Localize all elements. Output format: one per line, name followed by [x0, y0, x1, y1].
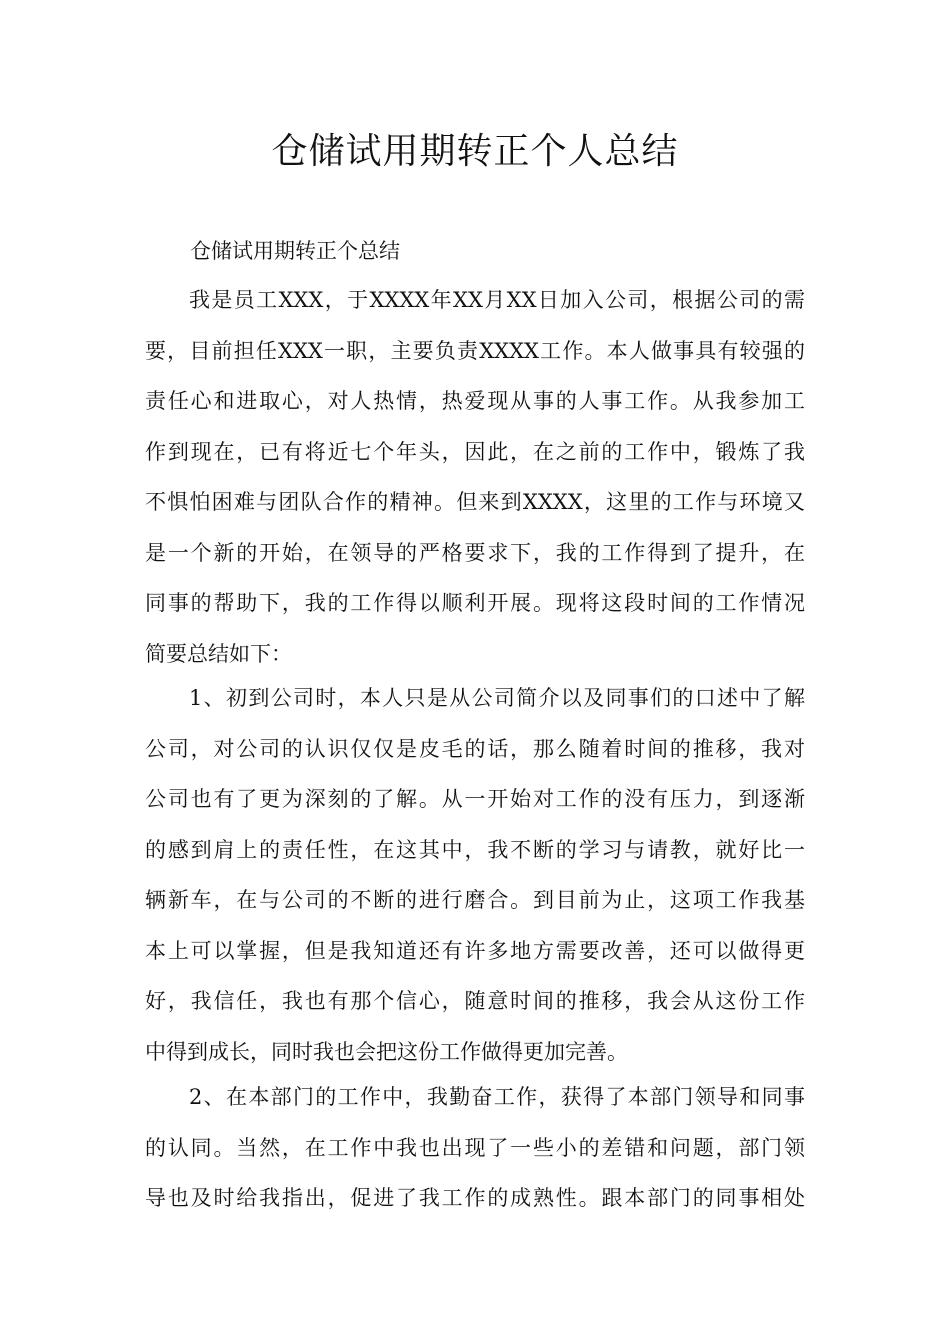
text-line: 责任心和进取心，对人热情，热爱现从事的人事工作。从我参加工: [145, 389, 805, 413]
text-line: 导也及时给我指出，促进了我工作的成熟性。跟本部门的同事相处: [145, 1186, 805, 1210]
text-line: 是一个新的开始，在领导的严格要求下，我的工作得到了提升，在: [145, 540, 805, 565]
text-line: 本上可以掌握，但是我知道还有许多地方需要改善，还可以做得更: [145, 938, 805, 963]
text-line: 的认同。当然，在工作中我也出现了一些小的差错和问题，部门领: [145, 1135, 805, 1160]
text-line: 辆新车，在与公司的不断的进行磨合。到目前为止，这项工作我基: [145, 888, 805, 912]
text-line: 同事的帮助下，我的工作得以顺利开展。现将这段时间的工作情况: [145, 591, 805, 615]
document-subtitle: 仓储试用期转正个总结: [190, 239, 400, 263]
text-line: 不惧怕困难与团队合作的精神。但来到XXXX，这里的工作与环境又: [145, 490, 805, 514]
text-line: 1、初到公司时，本人只是从公司简介以及同事们的口述中了解: [189, 686, 805, 710]
paragraph-2: [145, 681, 805, 1085]
document-title: 仓储试用期转正个人总结: [271, 131, 679, 172]
paragraph-3: [145, 1080, 805, 1232]
text-line: 作到现在，已有将近七个年头，因此，在之前的工作中，锻炼了我: [145, 439, 805, 464]
text-line: 中得到成长，同时我也会把这份工作做得更加完善。: [145, 1039, 628, 1064]
text-line: 2、在本部门的工作中，我勤奋工作，获得了本部门领导和同事: [189, 1085, 805, 1109]
text-line: 简要总结如下：: [145, 641, 292, 666]
text-line: 公司也有了更为深刻的了解。从一开始对工作的没有压力，到逐渐: [145, 787, 805, 811]
text-line: 的感到肩上的责任性，在这其中，我不断的学习与请教，就好比一: [145, 837, 805, 862]
text-line: 要，目前担任XXX一职，主要负责XXXX工作。本人做事具有较强的: [145, 338, 805, 363]
text-line: 我是员工XXX，于XXXX年XX月XX日加入公司，根据公司的需: [189, 288, 805, 312]
text-line: 公司，对公司的认识仅仅是皮毛的话，那么随着时间的推移，我对: [145, 736, 805, 761]
paragraph-1: [145, 283, 805, 687]
text-line: 好，我信任，我也有那个信心，随意时间的推移，我会从这份工作: [145, 989, 805, 1013]
